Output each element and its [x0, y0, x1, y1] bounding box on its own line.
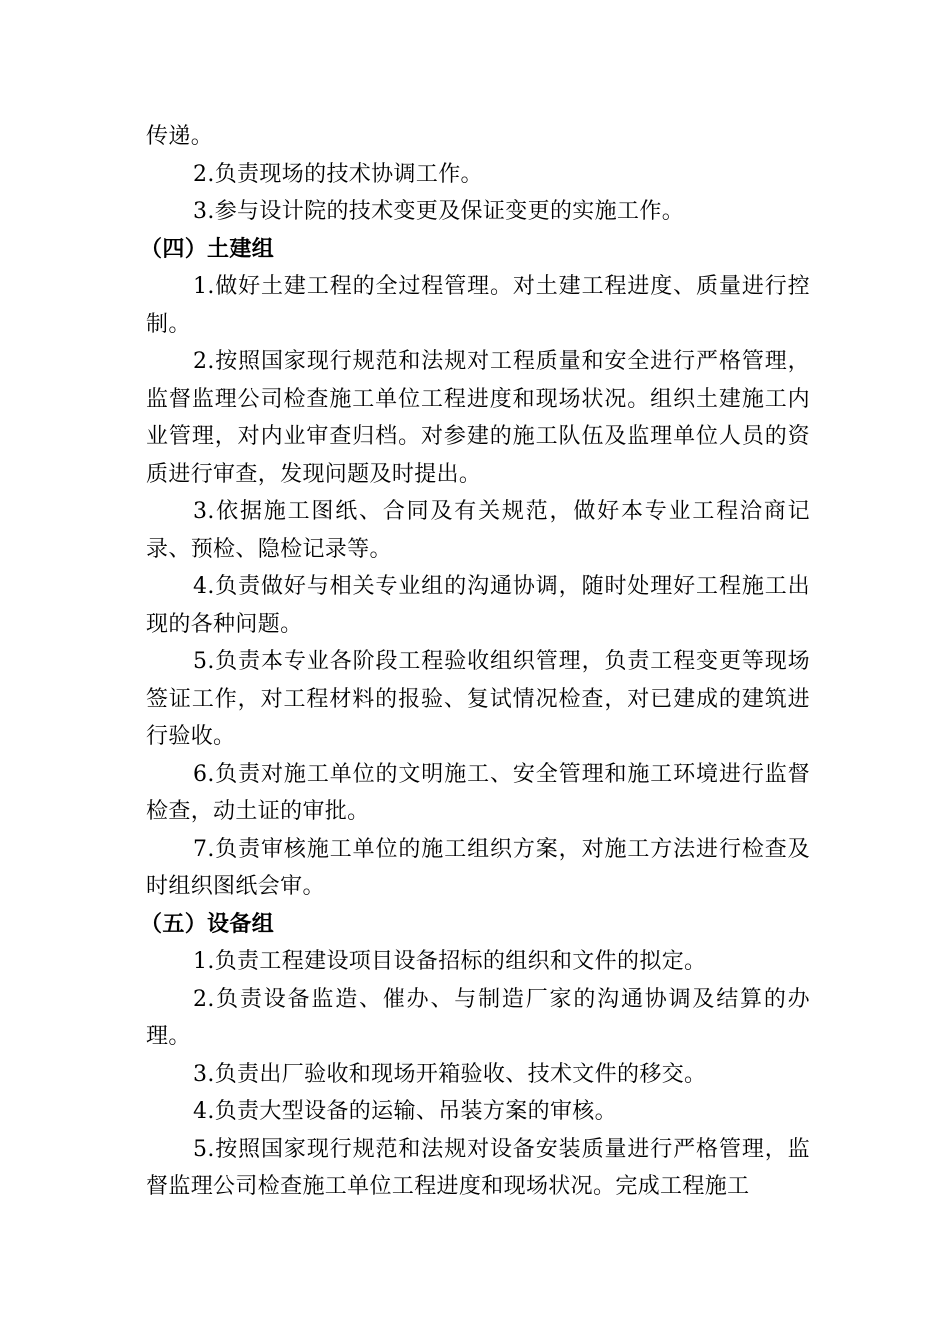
paragraph-equipment-5: 5.按照国家现行规范和法规对设备安装质量进行严格管理，监督监理公司检查施工单位工程进度和现场状况。完成工程施工	[146, 1136, 810, 1199]
paragraph-item-2: 2.负责现场的技术协调工作。	[193, 161, 483, 187]
section-heading-equipment: （五）设备组	[140, 910, 275, 937]
document-body	[140, 118, 810, 1206]
paragraph-item-3: 3.参与设计院的技术变更及保证变更的实施工作。	[193, 199, 685, 224]
paragraph-continuation: 传递。	[146, 124, 214, 149]
paragraph-civil-6: 6.负责对施工单位的文明施工、安全管理和施工环境进行监督检查，动土证的审批。	[146, 761, 810, 824]
paragraph-civil-3: 3.依据施工图纸、合同及有关规范，做好本专业工程洽商记录、预检、隐检记录等。	[146, 499, 810, 562]
paragraph-equipment-1: 1.负责工程建设项目设备招标的组织和文件的拟定。	[193, 949, 707, 974]
paragraph-civil-2: 2.按照国家现行规范和法规对工程质量和安全进行严格管理，监督监理公司检查施工单位工程进度和现场状况。组织土建施工内业管理，对内业审查归档。对参建的施工队伍及监理单位人员的资质进行审查，发现问题及时提出。	[146, 349, 810, 487]
paragraph-civil-1: 1.做好土建工程的全过程管理。对土建工程进度、质量进行控制。	[146, 274, 810, 337]
paragraph-civil-5: 5.负责本专业各阶段工程验收组织管理，负责工程变更等现场签证工作，对工程材料的报验、复试情况检查，对已建成的建筑进行验收。	[146, 649, 810, 749]
section-heading-civil: （四）土建组	[140, 235, 275, 262]
paragraph-equipment-2: 2.负责设备监造、催办、与制造厂家的沟通协调及结算的办理。	[146, 986, 810, 1049]
paragraph-equipment-4: 4.负责大型设备的运输、吊装方案的审核。	[193, 1099, 617, 1124]
paragraph-civil-4: 4.负责做好与相关专业组的沟通协调，随时处理好工程施工出现的各种问题。	[146, 574, 810, 637]
paragraph-civil-7: 7.负责审核施工单位的施工组织方案，对施工方法进行检查及时组织图纸会审。	[146, 836, 810, 899]
paragraph-equipment-3: 3.负责出厂验收和现场开箱验收、技术文件的移交。	[193, 1061, 707, 1087]
